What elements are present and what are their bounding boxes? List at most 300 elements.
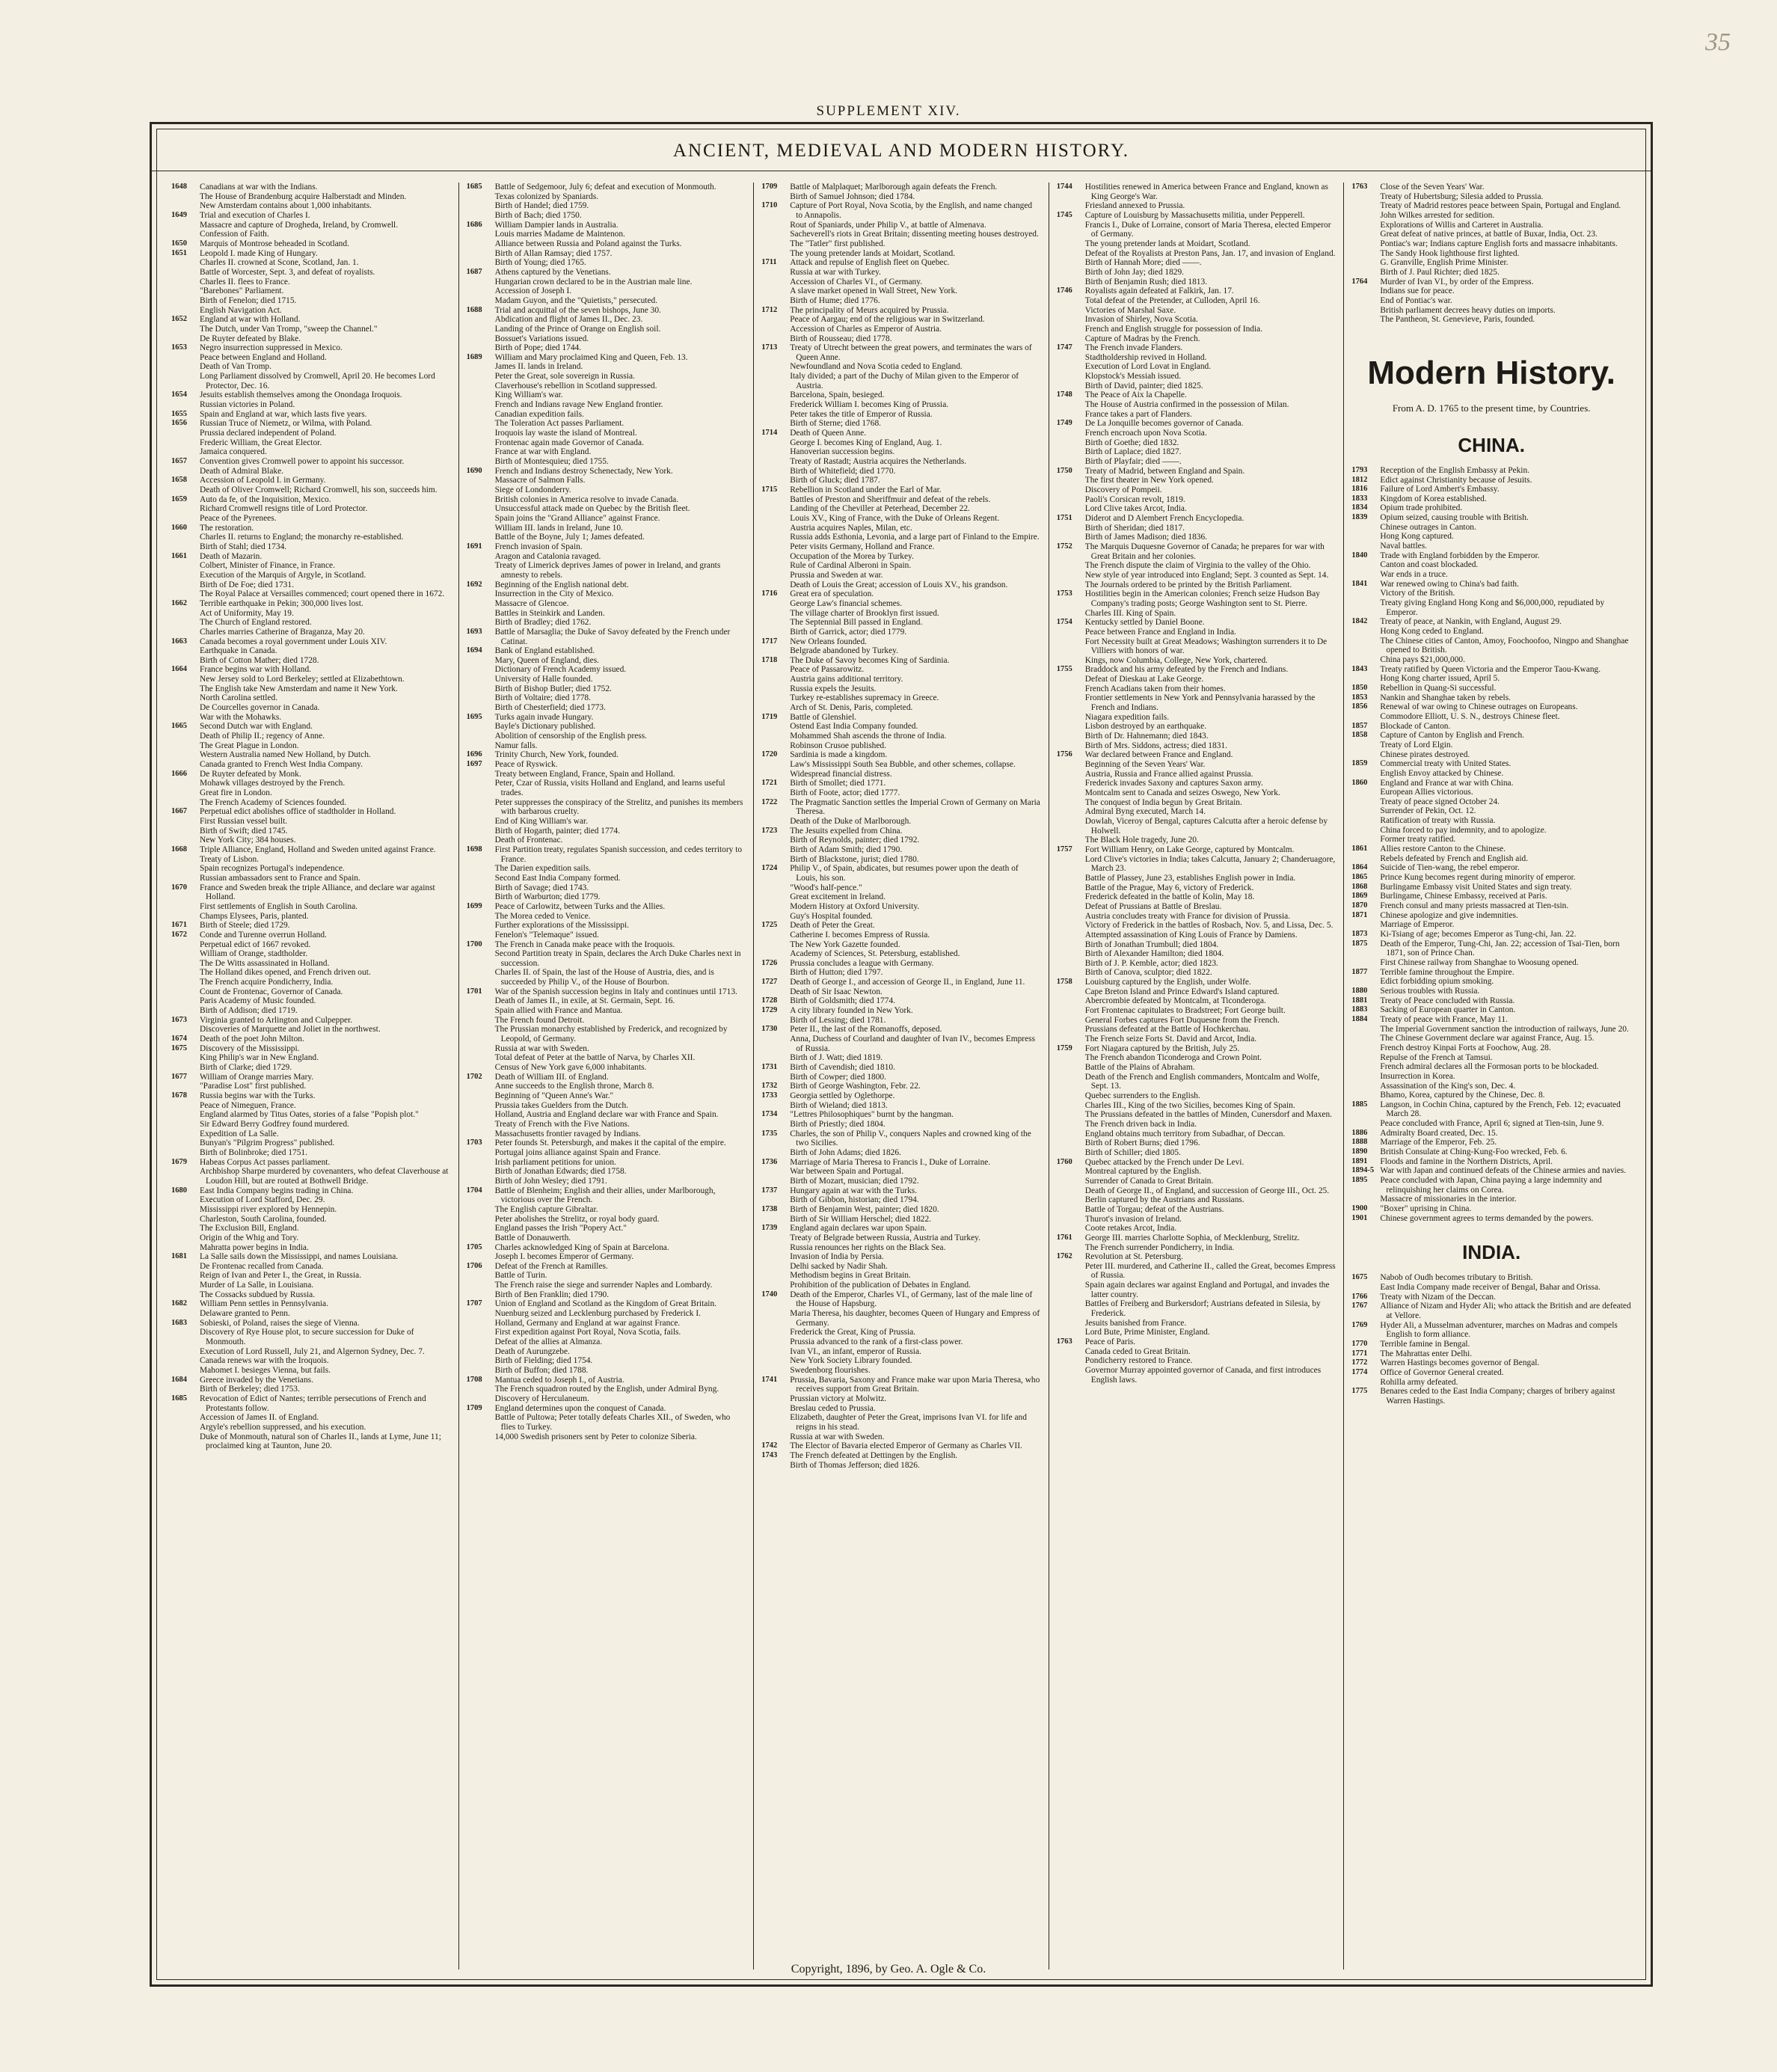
event-text: Diderot and D Alembert French Encyclopedia. bbox=[1084, 513, 1244, 523]
entry-year: 1652 bbox=[171, 315, 187, 324]
event-text: Colbert, Minister of Finance, in France. bbox=[200, 561, 335, 571]
history-entry bbox=[761, 921, 1041, 959]
event-text: Massacre and capture of Drogheda, Ireland, by Cromwell. bbox=[200, 220, 399, 230]
event-text: Dowlah, Viceroy of Bengal, captures Calcutta after a heroic defense by Holwell. bbox=[1084, 816, 1328, 836]
history-entry bbox=[1351, 1293, 1631, 1302]
event-text: Frederic William, the Great Elector. bbox=[200, 438, 322, 447]
entry-year: 1743 bbox=[761, 1450, 778, 1459]
entry-year: 1751 bbox=[1056, 513, 1072, 522]
entry-year: 1651 bbox=[171, 248, 187, 257]
history-entry bbox=[1351, 845, 1631, 863]
china-heading: CHINA. bbox=[1458, 433, 1525, 456]
event-text: Quebec attacked by the French under De Levi. bbox=[1084, 1157, 1244, 1167]
event-text: Birth of Young; died 1765. bbox=[494, 258, 586, 268]
event-text: The Great Plague in London. bbox=[200, 741, 299, 750]
history-entry bbox=[467, 1262, 746, 1300]
event-text: Birth of Fenelon; died 1715. bbox=[200, 295, 297, 305]
event-text: Revocation of Edict of Nantes; terrible persecutions of French and Protestants follow. bbox=[200, 1394, 426, 1413]
entry-year: 1756 bbox=[1056, 750, 1072, 759]
entry-events bbox=[790, 1025, 1041, 1063]
entry-events bbox=[1380, 930, 1631, 940]
entry-year: 1710 bbox=[761, 201, 778, 210]
event-text: Niagara expedition fails. bbox=[1084, 712, 1170, 722]
history-entry bbox=[1057, 343, 1336, 390]
event-text: Triple Alliance, England, Holland and Sweden united against France. bbox=[200, 845, 436, 854]
event-text: Defeat of Dieskau at Lake George. bbox=[1084, 675, 1204, 684]
entry-events bbox=[200, 921, 451, 931]
event-text: Indians sue for peace. bbox=[1380, 286, 1455, 296]
event-text: Chinese outrages in Canton. bbox=[1380, 522, 1476, 532]
event-text: France takes a part of Flanders. bbox=[1084, 409, 1192, 419]
event-text: Louis XV., King of France, with the Duke of Orleans Regent. bbox=[790, 513, 1000, 523]
entry-year: 1885 bbox=[1351, 1100, 1368, 1109]
event-text: Battle of the Prague, May 6, victory of Frederick. bbox=[1084, 883, 1254, 892]
event-text: Claverhouse's rebellion in Scotland suppressed. bbox=[494, 381, 657, 390]
entry-events bbox=[1380, 722, 1631, 732]
entry-year: 1683 bbox=[171, 1318, 187, 1327]
history-entry bbox=[467, 353, 746, 467]
entry-year: 1757 bbox=[1056, 845, 1072, 853]
entry-year: 1793 bbox=[1351, 465, 1368, 474]
event-text: Birth of Adam Smith; died 1790. bbox=[790, 845, 903, 854]
entry-events bbox=[1085, 542, 1336, 589]
event-text: Perpetual edict abolishes office of stadtholder in Holland. bbox=[200, 807, 396, 817]
event-text: Sobieski, of Poland, raises the siege of Vienna. bbox=[200, 1318, 360, 1328]
event-text: Athens captured by the Venetians. bbox=[494, 267, 611, 277]
history-entry bbox=[171, 1044, 451, 1073]
event-text: Birth of Hannah More; died ——. bbox=[1084, 258, 1202, 268]
entry-year: 1883 bbox=[1351, 1005, 1368, 1014]
event-text: Nankin and Shanghae taken by rebels. bbox=[1380, 693, 1511, 702]
entry-year: 1704 bbox=[466, 1186, 482, 1195]
entry-events bbox=[200, 1035, 451, 1044]
entry-events bbox=[1085, 845, 1336, 978]
event-text: Portugal joins alliance against Spain and France. bbox=[494, 1147, 661, 1157]
entry-year: 1660 bbox=[171, 523, 187, 532]
history-entry bbox=[761, 1205, 1041, 1224]
event-text: Accession of Leopold I. in Germany. bbox=[200, 476, 326, 485]
event-text: "Wood's half-pence." bbox=[790, 883, 862, 892]
event-text: Texas colonized by Spaniards. bbox=[494, 191, 598, 201]
entry-year: 1707 bbox=[466, 1299, 482, 1308]
event-text: General Forbes captures Fort Duquesne from the French. bbox=[1084, 1015, 1280, 1025]
event-text: Jesuits banished from France. bbox=[1084, 1318, 1187, 1328]
event-text: Hostilities begin in the American colonies; French seize Hudson Bay Company's trading posts; George Washington sent to St. Pierre. bbox=[1084, 589, 1320, 608]
history-entry bbox=[467, 467, 746, 542]
event-text: Russian ambassadors sent to France and Spain. bbox=[200, 873, 360, 883]
event-text: Death of James II., in exile, at St. Germain, Sept. 16. bbox=[494, 996, 675, 1006]
entry-events bbox=[1380, 1387, 1631, 1406]
event-text: "Paradise Lost" first published. bbox=[200, 1082, 307, 1091]
event-text: Birth of Whitefield; died 1770. bbox=[790, 466, 896, 476]
entry-events bbox=[200, 807, 451, 845]
entry-year: 1695 bbox=[466, 712, 482, 721]
entry-year: 1701 bbox=[466, 987, 482, 996]
event-text: Birth of Allan Ramsay; died 1757. bbox=[494, 248, 613, 258]
event-text: French encroach upon Nova Scotia. bbox=[1084, 429, 1207, 438]
entry-year: 1864 bbox=[1351, 863, 1368, 872]
history-entry bbox=[1351, 911, 1631, 930]
event-text: "Barebones" Parliament. bbox=[200, 286, 284, 296]
history-entry bbox=[467, 902, 746, 940]
entry-events bbox=[1085, 665, 1336, 750]
event-text: Mary, Queen of England, dies. bbox=[494, 655, 599, 665]
event-text: Kingdom of Korea established. bbox=[1380, 494, 1487, 503]
event-text: Execution of the Marquis of Argyle, in Scotland. bbox=[200, 570, 366, 580]
entry-events bbox=[1380, 1302, 1631, 1320]
event-text: Chinese apologize and give indemnities. bbox=[1380, 910, 1518, 920]
history-entry bbox=[1351, 693, 1631, 703]
event-text: Canada becomes a royal government under Louis XIV. bbox=[200, 637, 387, 646]
history-entry bbox=[467, 1243, 746, 1262]
entry-events bbox=[200, 665, 451, 722]
entry-events bbox=[200, 343, 451, 390]
event-text: Birth of John Jay; died 1829. bbox=[1084, 267, 1185, 277]
entry-year: 1699 bbox=[466, 901, 482, 910]
history-entry bbox=[171, 457, 451, 476]
event-text: Frederick the Great, King of Prussia. bbox=[790, 1328, 916, 1337]
entry-events bbox=[200, 1158, 451, 1186]
event-text: Birth of Bradley; died 1762. bbox=[494, 618, 592, 628]
entry-year: 1690 bbox=[466, 466, 482, 475]
history-entry bbox=[761, 827, 1041, 865]
event-text: France at war with England. bbox=[494, 447, 592, 457]
event-text: Canton and coast blockaded. bbox=[1380, 560, 1479, 570]
event-text: The Mahrattas enter Delhi. bbox=[1380, 1349, 1473, 1358]
event-text: Paris Academy of Music founded. bbox=[200, 996, 316, 1006]
history-entry bbox=[171, 410, 451, 420]
entry-year: 1873 bbox=[1351, 930, 1368, 938]
history-entry bbox=[1351, 476, 1631, 485]
event-text: Trade with England forbidden by the Emperor. bbox=[1380, 551, 1540, 560]
entry-events bbox=[200, 315, 451, 343]
event-text: French Acadians taken from their homes. bbox=[1084, 684, 1226, 693]
event-text: Sir Edward Berry Godfrey found murdered. bbox=[200, 1119, 349, 1129]
history-entry bbox=[1351, 1321, 1631, 1340]
entry-events bbox=[200, 1091, 451, 1158]
history-entry bbox=[1351, 1157, 1631, 1167]
event-text: Death of William III. of England. bbox=[494, 1072, 609, 1082]
event-text: Siege of Londonderry. bbox=[494, 485, 571, 494]
event-text: Swedenborg flourishes. bbox=[790, 1366, 871, 1376]
event-text: Battle of Torgau; defeat of the Austrians. bbox=[1084, 1204, 1224, 1214]
event-text: Treaty giving England Hong Kong and $6,000,000, repudiated by Emperor. bbox=[1380, 598, 1605, 617]
event-text: Charleston, South Carolina, founded. bbox=[200, 1214, 327, 1224]
event-text: French destroy Kinpai Forts at Foochow, Aug. 28. bbox=[1380, 1043, 1551, 1052]
event-text: Birth of Schiller; died 1805. bbox=[1084, 1147, 1181, 1157]
entry-events bbox=[1380, 1321, 1631, 1340]
entry-year: 1859 bbox=[1351, 759, 1368, 768]
entry-year: 1755 bbox=[1056, 665, 1072, 674]
event-text: Birth of Jonathan Trumbull; died 1804. bbox=[1084, 940, 1219, 949]
event-text: Anne succeeds to the English throne, March 8. bbox=[494, 1082, 654, 1091]
entry-year: 1688 bbox=[466, 305, 482, 314]
event-text: Landing of the Prince of Orange on English soil. bbox=[494, 324, 661, 334]
event-text: Peace of Carlowitz, between Turks and the Allies. bbox=[494, 901, 666, 911]
history-entry bbox=[1057, 419, 1336, 466]
entry-year: 1747 bbox=[1056, 343, 1072, 352]
entry-events bbox=[1085, 419, 1336, 466]
event-text: Montcalm sent to Canada and seizes Oswego, New York. bbox=[1084, 788, 1280, 797]
event-text: War ends in a truce. bbox=[1380, 570, 1448, 580]
entry-year: 1736 bbox=[761, 1157, 778, 1166]
event-text: New style of year introduced into England; Sept. 3 counted as Sept. 14. bbox=[1084, 570, 1329, 580]
event-text: Burlingame Embassy visit United States and sign treaty. bbox=[1380, 882, 1572, 892]
event-text: George Law's financial schemes. bbox=[790, 598, 903, 608]
event-text: Birth of Warburton; died 1779. bbox=[494, 892, 601, 902]
event-text: The Pantheon, St. Genevieve, Paris, founded. bbox=[1380, 315, 1535, 325]
event-text: Sacheverell's riots in Great Britain; dissenting meeting houses destroyed. bbox=[790, 230, 1039, 239]
entry-events bbox=[790, 1082, 1041, 1091]
event-text: The French in Canada make peace with the Iroquois. bbox=[494, 940, 675, 949]
event-text: Russian Truce of Niemetz, or Wilma, with Poland. bbox=[200, 419, 372, 429]
event-text: A slave market opened in Wall Street, New York. bbox=[790, 286, 957, 296]
entry-events bbox=[200, 524, 451, 552]
entry-year: 1658 bbox=[171, 476, 187, 485]
entry-year: 1674 bbox=[171, 1035, 187, 1043]
event-text: East India Company made receiver of Bengal, Bahar and Orissa. bbox=[1380, 1283, 1600, 1292]
entry-events bbox=[495, 580, 746, 628]
entry-year: 1697 bbox=[466, 760, 482, 769]
entry-events bbox=[495, 268, 746, 306]
history-entry bbox=[1351, 883, 1631, 892]
history-entry bbox=[761, 779, 1041, 797]
event-text: Langson, in Cochin China, captured by the French, Feb. 12; evacuated March 28. bbox=[1380, 1100, 1621, 1119]
event-text: Pontiac's war; Indians capture English forts and massacre inhabitants. bbox=[1380, 239, 1618, 248]
entry-year: 1709 bbox=[761, 183, 778, 191]
history-entry bbox=[1351, 1138, 1631, 1147]
event-text: Newfoundland and Nova Scotia ceded to England. bbox=[790, 362, 963, 372]
event-text: Death of the poet John Milton. bbox=[200, 1035, 304, 1044]
event-text: Charles, the son of Philip V., conquers Naples and crowned king of the two Sicilies. bbox=[790, 1129, 1031, 1148]
entry-year: 1687 bbox=[466, 267, 482, 276]
event-text: The House of Brandenburg acquire Halberstadt and Minden. bbox=[200, 191, 407, 201]
event-text: Peace of Paris. bbox=[1084, 1337, 1136, 1347]
event-text: Birth of Laplace; died 1827. bbox=[1084, 447, 1182, 457]
event-text: Birth of Blackstone, jurist; died 1780. bbox=[790, 854, 919, 864]
event-text: Berlin captured by the Austrians and Russians. bbox=[1084, 1195, 1244, 1205]
event-text: Cape Breton Island and Prince Edward's Island captured. bbox=[1084, 987, 1280, 996]
event-text: Chinese government agrees to terms demanded by the powers. bbox=[1380, 1213, 1594, 1223]
event-text: England passes the Irish "Popery Act." bbox=[494, 1224, 627, 1233]
event-text: Hanoverian succession begins. bbox=[790, 447, 895, 457]
event-text: Birth of Montesquieu; died 1755. bbox=[494, 457, 609, 467]
event-text: Lord Clive takes Arcot, India. bbox=[1084, 504, 1187, 514]
entry-events bbox=[1085, 1233, 1336, 1252]
event-text: Birth of Sir William Herschel; died 1822. bbox=[790, 1214, 932, 1224]
event-text: Benares ceded to the East India Company; charges of bribery against Warren Hastings. bbox=[1380, 1387, 1615, 1406]
event-text: Auto da fe, of the Inquisition, Mexico. bbox=[200, 494, 331, 504]
entry-year: 1720 bbox=[761, 750, 778, 759]
event-text: Treaty between England, France, Spain and Holland. bbox=[494, 769, 675, 779]
event-text: End of King William's war. bbox=[494, 816, 589, 826]
entry-events bbox=[495, 1243, 746, 1262]
entry-events bbox=[1085, 211, 1336, 286]
history-entry bbox=[1351, 996, 1631, 1006]
entry-year: 1841 bbox=[1351, 579, 1368, 588]
event-text: Birth of Priestly; died 1804. bbox=[790, 1119, 886, 1129]
history-entry bbox=[171, 390, 451, 409]
history-entry bbox=[761, 343, 1041, 429]
event-text: Death of the French and English commanders, Montcalm and Wolfe, Sept. 13. bbox=[1084, 1072, 1320, 1091]
event-text: Birth of Reynolds, painter; died 1792. bbox=[790, 836, 920, 845]
event-text: First settlements of English in South Carolina. bbox=[200, 901, 358, 911]
event-text: Rebellion in Scotland under the Earl of Mar. bbox=[790, 485, 942, 494]
event-text: The Imperial Government sanction the introduction of railways, June 20. bbox=[1380, 1024, 1629, 1034]
history-entry bbox=[761, 201, 1041, 258]
entry-events bbox=[790, 343, 1041, 429]
event-text: Death of Mazarin. bbox=[200, 551, 263, 561]
entry-year: 1741 bbox=[761, 1375, 778, 1384]
event-text: Turks again invade Hungary. bbox=[494, 712, 594, 722]
event-text: Capture of Madras by the French. bbox=[1084, 334, 1200, 343]
entry-events bbox=[1380, 617, 1631, 664]
history-entry bbox=[1351, 684, 1631, 693]
event-text: The Cossacks subdued by Russia. bbox=[200, 1290, 316, 1299]
event-text: Robinson Crusoe published. bbox=[790, 741, 886, 750]
entry-events bbox=[1380, 1368, 1631, 1387]
history-entry bbox=[171, 343, 451, 390]
entry-year: 1727 bbox=[761, 978, 778, 987]
event-text: Virginia granted to Arlington and Culpepper. bbox=[200, 1015, 353, 1025]
event-text: "Boxer" uprising in China. bbox=[1380, 1204, 1472, 1214]
history-entry bbox=[171, 1091, 451, 1158]
event-text: Charles II. of Spain, the last of the House of Austria, dies, and is succeeded by Philip V., of the House of Bourbon. bbox=[494, 968, 714, 987]
page-number-mark: 35 bbox=[1705, 28, 1731, 56]
entry-events bbox=[1380, 1138, 1631, 1147]
event-text: Allies restore Canton to the Chinese. bbox=[1380, 845, 1506, 854]
event-text: Fort Necessity built at Great Meadows; Washington surrenders it to De Villiers with honors of war. bbox=[1084, 637, 1328, 656]
entry-year: 1901 bbox=[1351, 1213, 1368, 1222]
history-entry bbox=[171, 1299, 451, 1318]
event-text: Nabob of Oudh becomes tributary to British. bbox=[1380, 1273, 1533, 1283]
entry-events bbox=[200, 931, 451, 1016]
entry-year: 1871 bbox=[1351, 910, 1368, 919]
event-text: Academy of Sciences, St. Petersburg, established. bbox=[790, 949, 960, 959]
history-entry bbox=[467, 1404, 746, 1442]
event-text: England determines upon the conquest of Canada. bbox=[494, 1403, 666, 1413]
event-text: Long Parliament dissolved by Cromwell, April 20. He becomes Lord Protector, Dec. 16. bbox=[200, 372, 435, 390]
history-entry bbox=[467, 987, 746, 1073]
history-entry bbox=[761, 1130, 1041, 1158]
entry-year: 1698 bbox=[466, 845, 482, 853]
event-text: Battle of Glenshiel. bbox=[790, 712, 857, 722]
event-text: Peace between England and Holland. bbox=[200, 352, 327, 362]
event-text: Fort Frontenac capitulates to Bradstreet; Fort George built. bbox=[1084, 1006, 1286, 1016]
history-entry bbox=[761, 306, 1041, 344]
event-text: Surrender of Canada to Great Britain. bbox=[1084, 1176, 1214, 1186]
event-text: Peace concluded with France, April 6; signed at Tien-tsin, June 9. bbox=[1380, 1119, 1604, 1129]
event-text: British colonies in America resolve to invade Canada. bbox=[494, 494, 679, 504]
event-text: Treaty of Limerick deprives James of power in Ireland, and grants amnesty to rebels. bbox=[494, 561, 721, 580]
event-text: Birth of Wieland; died 1813. bbox=[790, 1100, 888, 1110]
entry-events bbox=[1085, 343, 1336, 390]
event-text: Charles marries Catherine of Braganza, May 20. bbox=[200, 627, 365, 637]
event-text: Edict against Christianity because of Jesuits. bbox=[1380, 475, 1532, 485]
event-text: Treaty of Rastadt; Austria acquires the Netherlands. bbox=[790, 457, 967, 467]
event-text: Trial and execution of Charles I. bbox=[200, 210, 310, 220]
event-text: Braddock and his army defeated by the French and Indians. bbox=[1084, 665, 1289, 675]
event-text: Charles II. flees to France. bbox=[200, 277, 290, 286]
event-text: East India Company begins trading in China. bbox=[200, 1186, 354, 1195]
event-text: Birth of Cavendish; died 1810. bbox=[790, 1063, 895, 1073]
history-entry bbox=[171, 476, 451, 494]
entry-year: 1833 bbox=[1351, 494, 1368, 503]
event-text: Catherine I. becomes Empress of Russia. bbox=[790, 930, 930, 940]
event-text: The Chinese cities of Canton, Amoy, Foochoofoo, Ningpo and Shanghae opened to British. bbox=[1380, 636, 1629, 655]
event-text: New York City; 384 houses. bbox=[200, 836, 296, 845]
event-text: Death of Admiral Blake. bbox=[200, 466, 283, 476]
entry-events bbox=[200, 722, 451, 769]
entry-events bbox=[790, 183, 1041, 201]
event-text: Total defeat of Peter at the battle of Narva, by Charles XII. bbox=[494, 1053, 696, 1063]
entry-year: 1657 bbox=[171, 457, 187, 466]
early-entries bbox=[1351, 183, 1631, 325]
event-text: Birth of Smollet; died 1771. bbox=[790, 779, 886, 788]
entry-events bbox=[790, 1224, 1041, 1290]
entry-year: 1664 bbox=[171, 665, 187, 674]
event-text: The "Tatler" first published. bbox=[790, 239, 886, 248]
history-entry bbox=[171, 931, 451, 1016]
event-text: Death of the Duke of Marlborough. bbox=[790, 816, 912, 826]
entry-year: 1666 bbox=[171, 769, 187, 778]
event-text: King William's war. bbox=[494, 390, 563, 400]
entry-events bbox=[1380, 551, 1631, 580]
event-text: Birth of Ben Franklin; died 1790. bbox=[494, 1290, 610, 1299]
entry-year: 1717 bbox=[761, 637, 778, 646]
history-entry bbox=[171, 419, 451, 457]
event-text: Birth of Goethe; died 1832. bbox=[1084, 438, 1179, 447]
event-text: Birth of John Wesley; died 1791. bbox=[494, 1176, 607, 1186]
history-entry bbox=[761, 1441, 1041, 1451]
entry-events bbox=[1380, 665, 1631, 684]
history-entry bbox=[1351, 968, 1631, 987]
event-text: Prussia and Sweden at war. bbox=[790, 570, 883, 580]
event-text: Birth of Playfair; died ——. bbox=[1084, 457, 1182, 467]
event-text: De La Jonquille becomes governor of Canada. bbox=[1084, 419, 1244, 429]
event-text: Birth of Robert Burns; died 1796. bbox=[1084, 1138, 1200, 1148]
history-entry bbox=[171, 183, 451, 211]
event-text: Commercial treaty with United States. bbox=[1380, 759, 1511, 769]
event-text: European Allies victorious. bbox=[1380, 788, 1473, 797]
event-text: The Prussian monarchy established by Frederick, and recognized by Leopold, of Germany. bbox=[494, 1025, 728, 1044]
entry-events bbox=[1380, 1273, 1631, 1292]
event-text: Second East India Company formed. bbox=[494, 873, 621, 883]
history-entry bbox=[467, 268, 746, 306]
entry-year: 1858 bbox=[1351, 731, 1368, 740]
event-text: Prussia concludes a league with Germany. bbox=[790, 958, 934, 968]
history-entry bbox=[1351, 466, 1631, 476]
history-entry bbox=[1351, 901, 1631, 911]
event-text: Modern History at Oxford University. bbox=[790, 901, 920, 911]
history-entry bbox=[761, 1158, 1041, 1186]
history-entry bbox=[467, 1186, 746, 1243]
history-entry bbox=[1351, 892, 1631, 901]
event-text: Trial and acquittal of the seven bishops, June 30. bbox=[494, 305, 661, 315]
entry-year: 1880 bbox=[1351, 986, 1368, 995]
event-text: Birth of John Adams; died 1826. bbox=[790, 1147, 901, 1157]
event-text: Montreal captured by the English. bbox=[1084, 1167, 1202, 1177]
event-text: Fort William Henry, on Lake George, captured by Montcalm. bbox=[1084, 845, 1295, 854]
event-text: Massacre of missionaries in the interior. bbox=[1380, 1195, 1517, 1204]
event-text: The Elector of Bavaria elected Emperor of Germany as Charles VII. bbox=[790, 1441, 1022, 1451]
event-text: War between Spain and Portugal. bbox=[790, 1167, 904, 1177]
history-entry bbox=[761, 1082, 1041, 1091]
entry-events bbox=[1380, 911, 1631, 930]
history-entry bbox=[761, 1006, 1041, 1025]
history-entry bbox=[761, 864, 1041, 921]
event-text: Repulse of the French at Tamsui. bbox=[1380, 1052, 1493, 1062]
